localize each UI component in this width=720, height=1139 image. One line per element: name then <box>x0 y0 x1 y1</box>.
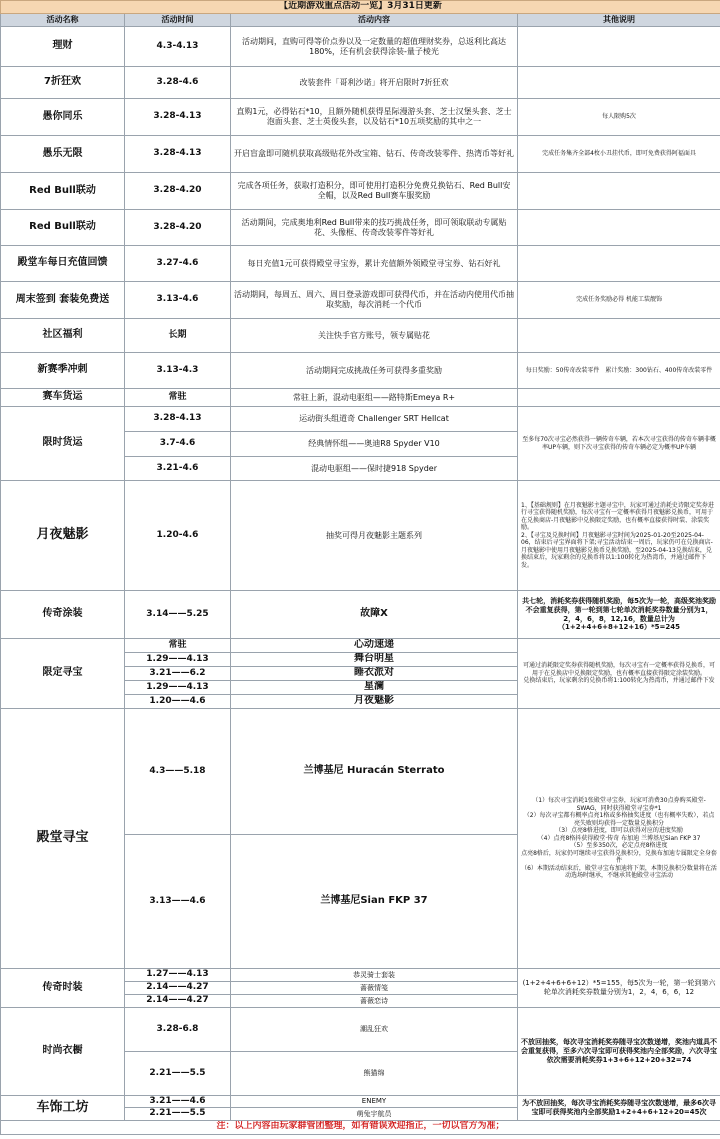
activity-time: 1.29——4.13 <box>125 681 231 695</box>
activity-name: 社区福利 <box>1 319 125 353</box>
activity-content: 关注快手官方账号，领专属贴花 <box>231 319 518 353</box>
table-row <box>1 173 720 210</box>
activity-note <box>518 246 720 282</box>
activity-note: 为不放回抽奖，每次寻宝消耗奖券随寻宝次数递增，最多6次寻宝即可获得奖池内全部奖励1+2+4+6+12+20=45次 <box>518 1096 720 1121</box>
activity-name: 限时货运 <box>1 407 125 481</box>
activity-content: 舞台明星 <box>231 653 518 667</box>
activity-time: 常驻 <box>125 639 231 653</box>
activity-note <box>518 319 720 353</box>
header-row <box>1 14 720 27</box>
activity-content: 运动街头组道奇 Challenger SRT Hellcat <box>231 407 518 432</box>
table-row <box>1 246 720 282</box>
activity-name: 车饰工坊 <box>1 1096 125 1121</box>
banner-title: 【近期游戏重点活动一览】3月31日更新 <box>1 1 720 14</box>
table-row <box>1 591 720 639</box>
activity-content: 经典情怀组——奥迪R8 Spyder V10 <box>231 432 518 457</box>
activity-content: 抽奖可得月夜魅影主题系列 <box>231 481 518 591</box>
activity-note: 完成任务奖励必得 机能工装靓饰 <box>518 282 720 319</box>
activity-content: 睡衣派对 <box>231 667 518 681</box>
footer-note: 注：以上内容由玩家群管团整理，如有错误欢迎指正，一切以官方为准； <box>1 1120 720 1134</box>
activity-content: 活动期间完成挑战任务可获得多重奖励 <box>231 353 518 389</box>
activity-note: 1、【基础规则】在月夜魅影主题寻宝中，玩家可通过消耗史诗限定奖券进行寻宝获得随机奖励，每次寻宝有一定概率获得月夜魅影兑换币，可用于在兑换商店-月夜魅影中兑换限定奖励，也有概率直接获得时装、涂装奖励。 2、【寻宝及兑换时间】月夜魅影寻宝时间为2025-01-20至2025-04-06，结束后寻宝界面将下架;寻宝活动结束一周后，玩家仍可在兑换商店-月夜魅影中使用月夜魅影兑换币兑换奖励，至2025-04-13兑换结束，兑换结束后，玩家剩余的兑换币将以1:100转化为热湾币，并通过邮件下发。 <box>518 481 720 591</box>
activity-content: 萌兔宇航员 <box>231 1108 518 1120</box>
activity-time: 3.13-4.6 <box>125 282 231 319</box>
table-row <box>1 407 720 432</box>
activity-time: 3.28-6.8 <box>125 1008 231 1052</box>
activity-name: 传奇涂装 <box>1 591 125 639</box>
table-row <box>1 67 720 99</box>
activity-time: 3.14——5.25 <box>125 591 231 639</box>
activity-time: 1.29——4.13 <box>125 653 231 667</box>
activity-name: 愚你同乐 <box>1 99 125 136</box>
activity-content: 星澜 <box>231 681 518 695</box>
activity-content: 兰博基尼 Huracán Sterrato <box>231 709 518 835</box>
table-row <box>1 481 720 591</box>
activity-time: 常驻 <box>125 389 231 407</box>
table-row <box>1 353 720 389</box>
activity-time: 4.3——5.18 <box>125 709 231 835</box>
footer-row <box>1 1120 720 1134</box>
activity-content: 混动电驱组——保时捷918 Spyder <box>231 457 518 481</box>
activity-note <box>518 173 720 210</box>
activity-name: 理财 <box>1 27 125 67</box>
activity-time: 1.20-4.6 <box>125 481 231 591</box>
activity-name: 周末签到 套装免费送 <box>1 282 125 319</box>
activity-time: 3.27-4.6 <box>125 246 231 282</box>
activity-note <box>518 389 720 407</box>
activity-content: 常驻上新，混动电驱组——路特斯Emeya R+ <box>231 389 518 407</box>
activity-time: 4.3-4.13 <box>125 27 231 67</box>
activity-time: 3.7-4.6 <box>125 432 231 457</box>
table-row <box>1 136 720 173</box>
activity-content: 活动期间，直购可得等价点券以及一定数量的超值理财奖券，总返利比高达180%，还有机会获得涂装-量子棱光 <box>231 27 518 67</box>
activity-content: 兰博基尼Sian FKP 37 <box>231 835 518 969</box>
activity-time: 1.27——4.13 <box>125 969 231 982</box>
table-row <box>1 1096 720 1108</box>
activity-note: 至多每70次寻宝必然获得一辆传奇车辆，若本次寻宝获得的传奇车辆非概率UP车辆，则下次寻宝获得的传奇车辆必定为概率UP车辆 <box>518 407 720 481</box>
activity-content: 熊猫绵 <box>231 1052 518 1096</box>
header-content: 活动内容 <box>231 14 518 27</box>
activity-content: 改装套件「哥利沙诺」将开启限时7折狂欢 <box>231 67 518 99</box>
activity-note <box>518 27 720 67</box>
header-time: 活动时间 <box>125 14 231 27</box>
activity-content: 完成各项任务，获取打造积分，即可使用打造积分免费兑换钻石、Red Bull安全帽，以及Red Bull赛车服奖励 <box>231 173 518 210</box>
activity-content: ENEMY <box>231 1096 518 1108</box>
activity-name: 殿堂寻宝 <box>1 709 125 969</box>
activity-note: 不放回抽奖，每次寻宝消耗奖券随寻宝次数递增，奖池内道具不会重复获得，至多六次寻宝即可获得奖池内全部奖励，六次寻宝依次需要消耗奖券1+3+6+12+20+32=74 <box>518 1008 720 1096</box>
activity-note: 完成任务集齐全部4枚小丑挂代币，即可免费获得阿福面具 <box>518 136 720 173</box>
activity-time: 2.14——4.27 <box>125 982 231 995</box>
activity-name: 月夜魅影 <box>1 481 125 591</box>
activity-time: 长期 <box>125 319 231 353</box>
activity-content: 活动期间，完成奥地利Red Bull带来的技巧挑战任务，即可领取联动专属贴花、头像框、传奇改装零件等好礼 <box>231 210 518 246</box>
activity-time: 3.28-4.13 <box>125 407 231 432</box>
table-row <box>1 99 720 136</box>
activity-content: 潮乱狂欢 <box>231 1008 518 1052</box>
activity-time: 2.14——4.27 <box>125 995 231 1008</box>
table-row <box>1 210 720 246</box>
activity-name: Red Bull联动 <box>1 173 125 210</box>
table-row <box>1 969 720 982</box>
activity-name: 新赛季冲刺 <box>1 353 125 389</box>
table-row <box>1 709 720 835</box>
activity-name: 赛车货运 <box>1 389 125 407</box>
activity-time: 3.13-4.3 <box>125 353 231 389</box>
activity-content: 心动速递 <box>231 639 518 653</box>
activity-time: 2.21——5.5 <box>125 1108 231 1120</box>
activity-note <box>518 67 720 99</box>
activity-time: 3.21——6.2 <box>125 667 231 681</box>
activity-note: 每人限购5次 <box>518 99 720 136</box>
activity-name: Red Bull联动 <box>1 210 125 246</box>
activity-note: 共七轮，消耗奖券获得随机奖励，每5次为一轮，高级奖池奖励不会重复获得，第一轮到第七轮单次消耗奖券数量分别为1，2，4，6，8，12,16，数量总计为（1+2+4+6+8+12+16）*5=245 <box>518 591 720 639</box>
activity-time: 3.28-4.20 <box>125 173 231 210</box>
activity-note: 每日奖励：50传奇改装零件 累计奖励：300钻石、400传奇改装零件 <box>518 353 720 389</box>
activity-name: 限定寻宝 <box>1 639 125 709</box>
activity-content: 蔷薇恋诗 <box>231 995 518 1008</box>
activity-time: 3.28-4.6 <box>125 67 231 99</box>
activity-content: 蔷薇情笺 <box>231 982 518 995</box>
activity-time: 1.20——4.6 <box>125 695 231 709</box>
activity-time: 3.28-4.20 <box>125 210 231 246</box>
activity-name: 时尚衣橱 <box>1 1008 125 1096</box>
activity-name: 殿堂车每日充值回馈 <box>1 246 125 282</box>
table-row <box>1 282 720 319</box>
activity-name: 7折狂欢 <box>1 67 125 99</box>
table-row <box>1 27 720 67</box>
activity-note: (1+2+4+6+6+12）*5=155，每5次为一轮，第一轮到第六轮单次消耗奖券数量分别为1，2，4，6，6，12 <box>518 969 720 1008</box>
table-row <box>1 319 720 353</box>
activity-name: 愚乐无限 <box>1 136 125 173</box>
header-name: 活动名称 <box>1 14 125 27</box>
activity-time: 3.28-4.13 <box>125 136 231 173</box>
activity-content: 月夜魅影 <box>231 695 518 709</box>
activity-time: 3.13——4.6 <box>125 835 231 969</box>
activity-content: 活动期间，每周五、周六、周日登录游戏即可获得代币，并在活动内使用代币抽取奖励，每次消耗一个代币 <box>231 282 518 319</box>
header-note: 其他说明 <box>518 14 720 27</box>
activity-time: 3.21-4.6 <box>125 457 231 481</box>
activity-content: 恭灵骑士套装 <box>231 969 518 982</box>
table-row <box>1 639 720 653</box>
activity-content: 直购1元，必得钻石*10，且额外随机获得星际漫游头套、芝士汉堡头套、芝士泡面头套、芝士英俊头套，以及钻石*10五项奖励的其中之一 <box>231 99 518 136</box>
table-row <box>1 1008 720 1052</box>
activity-name: 传奇时装 <box>1 969 125 1008</box>
activity-note <box>518 210 720 246</box>
banner-row <box>1 1 720 14</box>
activity-content: 故障X <box>231 591 518 639</box>
activity-time: 3.28-4.13 <box>125 99 231 136</box>
activity-time: 3.21——4.6 <box>125 1096 231 1108</box>
activity-time: 2.21——5.5 <box>125 1052 231 1096</box>
activity-content: 每日充值1元可获得殿堂寻宝券，累计充值额外领殿堂寻宝券、钻石好礼 <box>231 246 518 282</box>
activity-note: （1）每次寻宝消耗1张殿堂寻宝券，玩家可消费30点券购买殿堂-SWAG，同时获得殿堂寻宝券*1 （2）每次寻宝都有概率点亮1格或多格抽奖进度（也有概率失败），若点亮失败则均获得一定数量兑换积分 （3）点亮8格进度，即可以获得对应的进度奖励 （4）点亮8格抖获得殿堂·传奇 布加迪 兰博基尼Sian FKP 37 （5）至多350次，必定点亮8格进度 点亮8格后，玩家仍可继续寻宝获得兑换积分，兑换布加迪专属限定全身套件 （6）本期活动结束后，殿堂寻宝布加迪将下架，本期兑换积分数量将在活动选场时继承，不继承其他殿堂寻宝活动 <box>518 709 720 969</box>
table-row <box>1 389 720 407</box>
activity-note: 可通过消耗限定奖券获得随机奖励，每次寻宝有一定概率获得兑换币，可用于在兑换店中兑换限定奖励，也有概率直接获得限定涂装奖励。 兑换结束后，玩家剩余的兑换币将1:100转化为热湾币，并通过邮件下发 <box>518 639 720 709</box>
activity-content: 开启盲盒即可随机获取高级贴花外改宝箱、钻石、传奇改装零件、热湾币等好礼 <box>231 136 518 173</box>
